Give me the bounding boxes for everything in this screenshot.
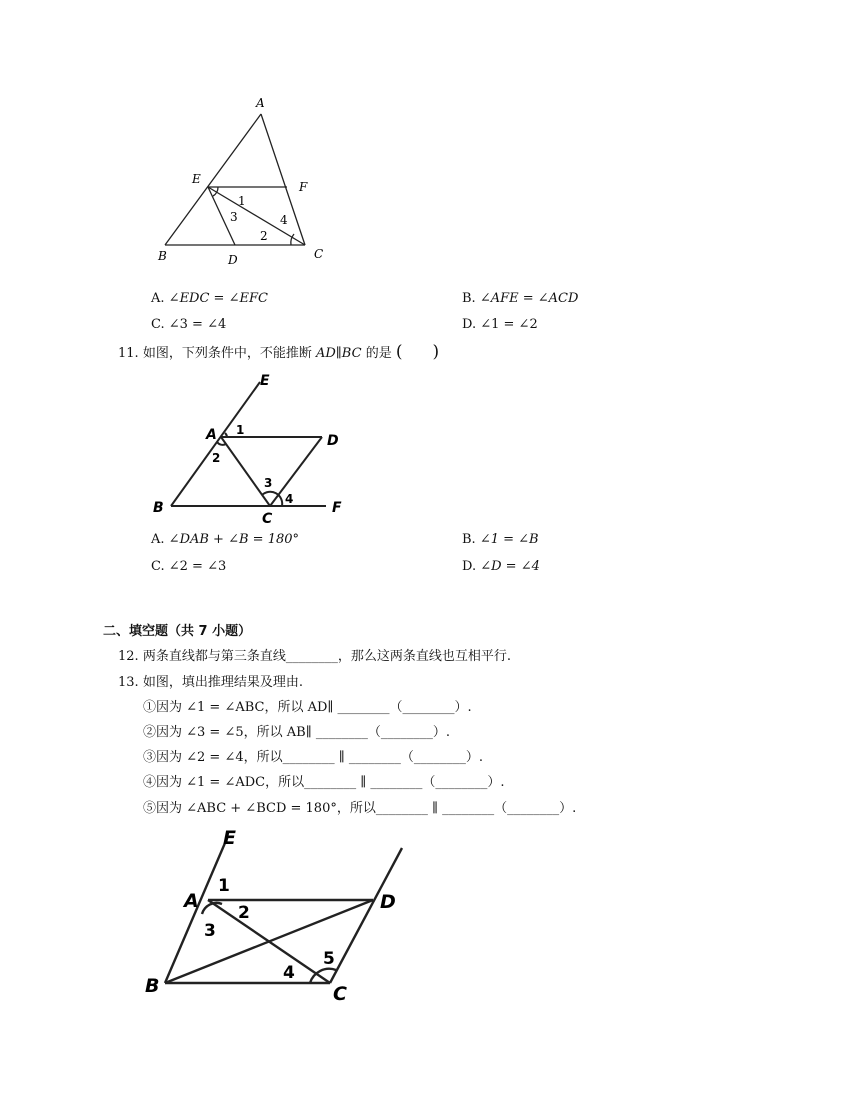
fig1-label-a: A <box>256 96 265 110</box>
fig2-label-a: A <box>206 427 217 443</box>
q11-option-d: D. ∠D = ∠4 <box>462 559 540 574</box>
q11-stem: 11. 如图，下列条件中，不能推断 AD∥BC 的是 ( ) <box>118 342 440 362</box>
fig3-angle-4: 4 <box>283 963 295 983</box>
fig3-angle-3: 3 <box>204 921 216 941</box>
q11-option-a: A. ∠DAB + ∠B = 180° <box>151 532 300 547</box>
fig1-angle-1: 1 <box>238 194 246 208</box>
fig2-label-e: E <box>260 373 270 389</box>
section-title-fill-in: 二、填空题（共 7 小题） <box>103 624 252 639</box>
figure-q11 <box>148 366 358 526</box>
fig1-angle-2: 2 <box>260 229 268 243</box>
fig2-angle-3: 3 <box>264 476 273 490</box>
q12-stem: 12. 两条直线都与第三条直线________，那么这两条直线也互相平行. <box>118 649 511 664</box>
fig3-angle-1: 1 <box>218 876 230 896</box>
fig2-angle-1: 1 <box>236 423 245 437</box>
fig1-label-d: D <box>228 253 238 267</box>
fig3-label-e: E <box>223 827 236 849</box>
q11-option-c: C. ∠2 = ∠3 <box>151 559 227 574</box>
fig2-label-b: B <box>153 500 164 516</box>
fig3-label-a: A <box>184 890 199 912</box>
fig2-angle-4: 4 <box>285 492 294 506</box>
fig3-angle-2: 2 <box>238 903 250 923</box>
fig1-angle-4: 4 <box>280 213 288 227</box>
fig3-label-d: D <box>380 891 396 913</box>
q13-stem: 13. 如图，填出推理结果及理由. <box>118 675 303 690</box>
fig3-label-b: B <box>145 975 160 997</box>
fig1-label-f: F <box>299 180 308 194</box>
figure-q13 <box>140 822 415 1007</box>
figure-triangle-aefc <box>150 90 340 270</box>
fig2-label-f: F <box>332 500 342 516</box>
q11-option-b: B. ∠1 = ∠B <box>462 532 539 547</box>
q13-item-5: ⑤因为 ∠ABC + ∠BCD = 180°，所以________ ∥ ________（________）. <box>143 801 577 816</box>
fig2-label-c: C <box>262 511 273 526</box>
q10-option-b: B. ∠AFE = ∠ACD <box>462 291 579 306</box>
q10-option-c: C. ∠3 = ∠4 <box>151 317 227 332</box>
fig1-label-c: C <box>314 247 324 261</box>
fig1-label-b: B <box>158 249 167 263</box>
q10-option-a: A. ∠EDC = ∠EFC <box>151 291 268 306</box>
q13-item-3: ③因为 ∠2 = ∠4，所以________ ∥ ________（________）. <box>143 750 484 765</box>
fig2-angle-2: 2 <box>212 451 221 465</box>
q13-item-4: ④因为 ∠1 = ∠ADC，所以________ ∥ ________（________）. <box>143 775 505 790</box>
fig1-angle-3: 3 <box>230 210 238 224</box>
q13-item-2: ②因为 ∠3 = ∠5，所以 AB∥ ________（________）. <box>143 725 450 740</box>
q10-option-d: D. ∠1 = ∠2 <box>462 317 538 332</box>
fig1-label-e: E <box>192 172 201 186</box>
q13-item-1: ①因为 ∠1 = ∠ABC，所以 AD∥ ________（________）. <box>143 700 472 715</box>
fig3-label-c: C <box>333 983 347 1005</box>
q11-answer-paren: ( ) <box>395 342 440 362</box>
fig2-label-d: D <box>327 433 339 449</box>
fig3-angle-5: 5 <box>323 949 335 969</box>
